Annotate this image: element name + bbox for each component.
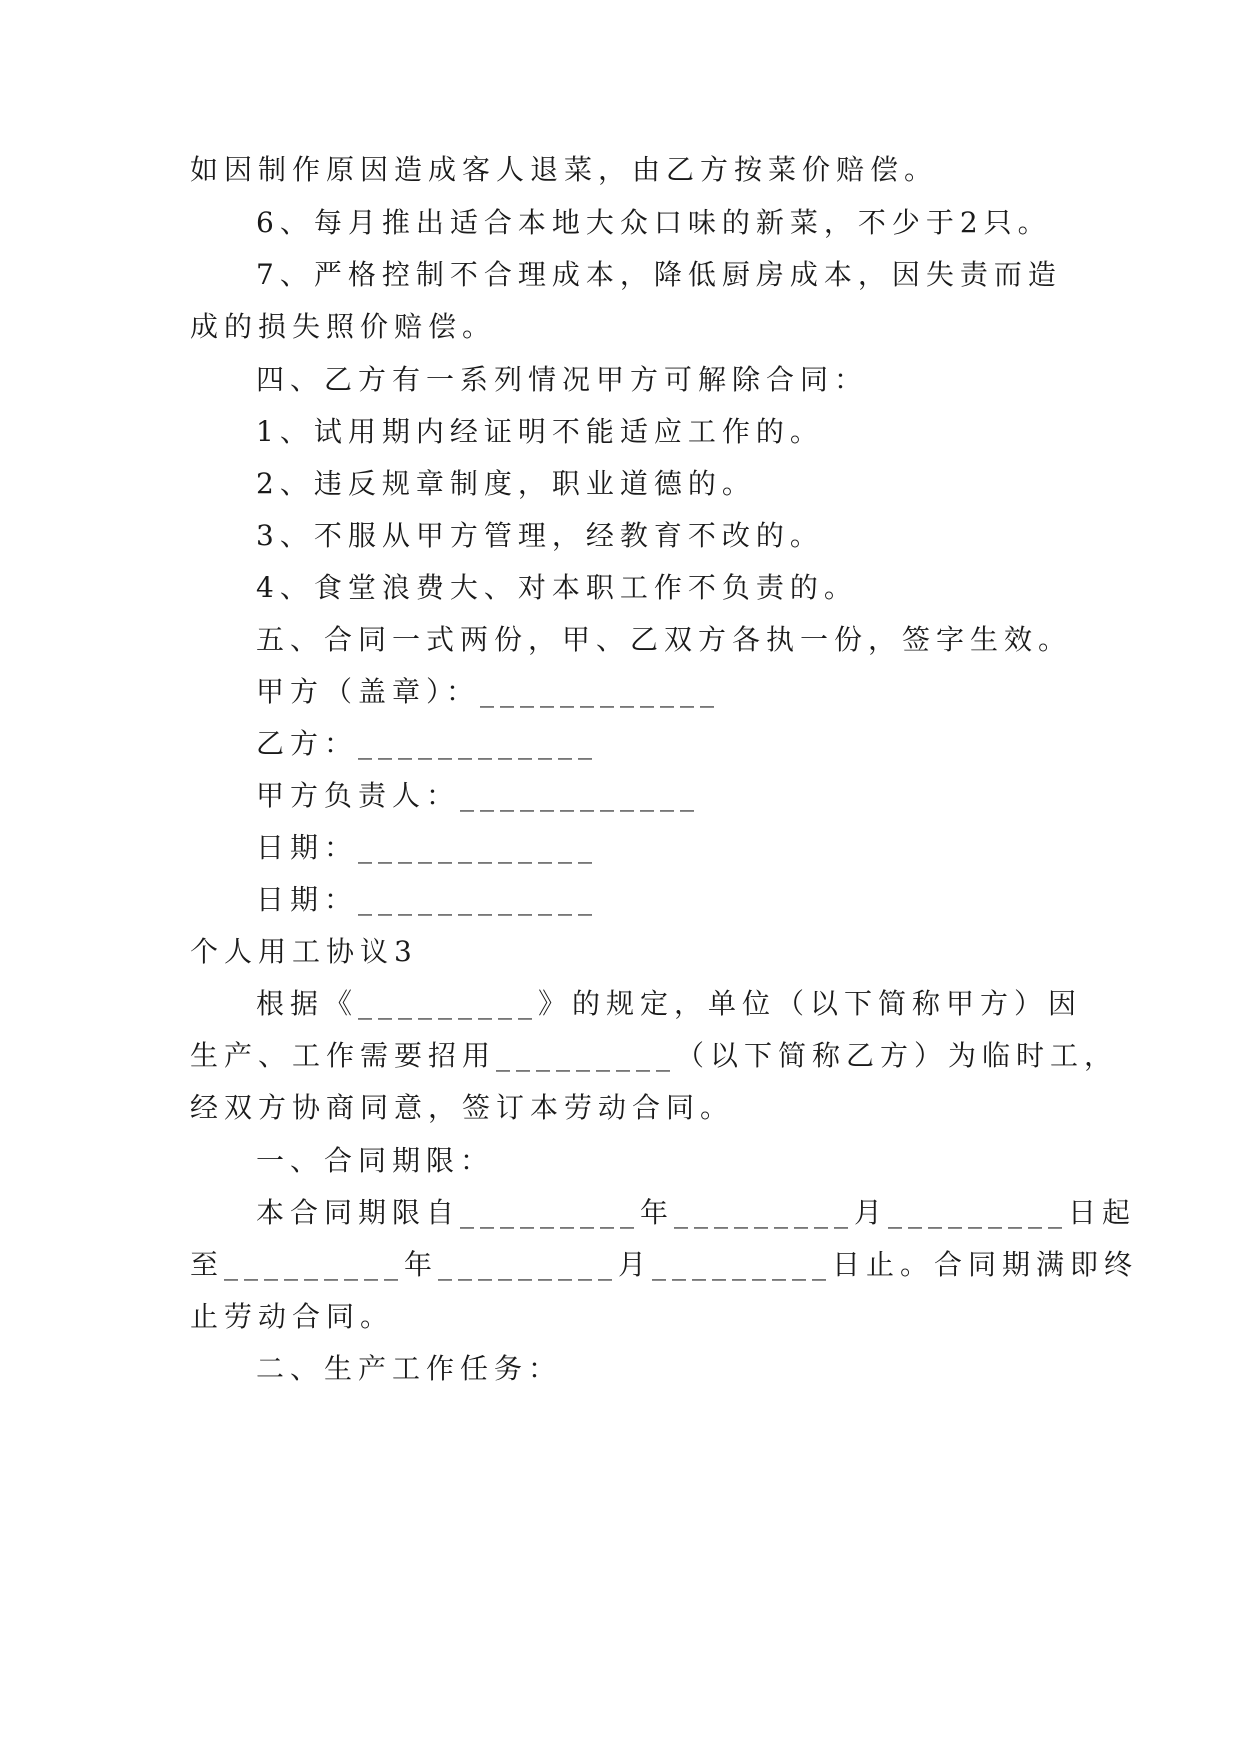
section-heading-2: 二、生产工作任务：	[256, 1352, 563, 1385]
paragraph-line: 成的损失照价赔偿。	[190, 310, 497, 343]
paragraph-line: 根据《_________》的规定，单位（以下简称甲方）因	[256, 987, 1083, 1020]
section-heading-5: 五、合同一式两份，甲、乙双方各执一份，签字生效。	[256, 623, 1073, 656]
document-title: 个人用工协议3	[190, 935, 418, 968]
signature-party-a-manager: 甲方负责人：____________	[256, 779, 701, 812]
paragraph-line: 止劳动合同。	[190, 1300, 395, 1333]
list-item: 4、食堂浪费大、对本职工作不负责的。	[256, 571, 858, 604]
list-item: 2、违反规章制度，职业道德的。	[256, 467, 756, 500]
list-item: 3、不服从甲方管理，经教育不改的。	[256, 519, 824, 552]
paragraph-line: 生产、工作需要招用_________（以下简称乙方）为临时工，	[190, 1039, 1119, 1072]
signature-date: 日期：____________	[256, 883, 599, 916]
list-item: 1、试用期内经证明不能适应工作的。	[256, 415, 824, 448]
signature-party-b: 乙方：____________	[256, 727, 599, 760]
paragraph-line: 至_________年_________月_________日止。合同期满即终	[190, 1248, 1139, 1281]
clause-7: 7、严格控制不合理成本，降低厨房成本，因失责而造	[256, 258, 1062, 291]
section-heading-4: 四、乙方有一系列情况甲方可解除合同：	[256, 363, 869, 396]
paragraph-line: 经双方协商同意，签订本劳动合同。	[190, 1091, 735, 1124]
signature-party-a-seal: 甲方（盖章）：____________	[256, 675, 721, 708]
paragraph-line: 本合同期限自_________年_________月_________日起	[256, 1196, 1137, 1229]
clause-6: 6、每月推出适合本地大众口味的新菜，不少于2只。	[256, 206, 1052, 239]
section-heading-1: 一、合同期限：	[256, 1144, 495, 1177]
signature-date: 日期：____________	[256, 831, 599, 864]
paragraph-line: 如因制作原因造成客人退菜，由乙方按菜价赔偿。	[190, 153, 939, 186]
